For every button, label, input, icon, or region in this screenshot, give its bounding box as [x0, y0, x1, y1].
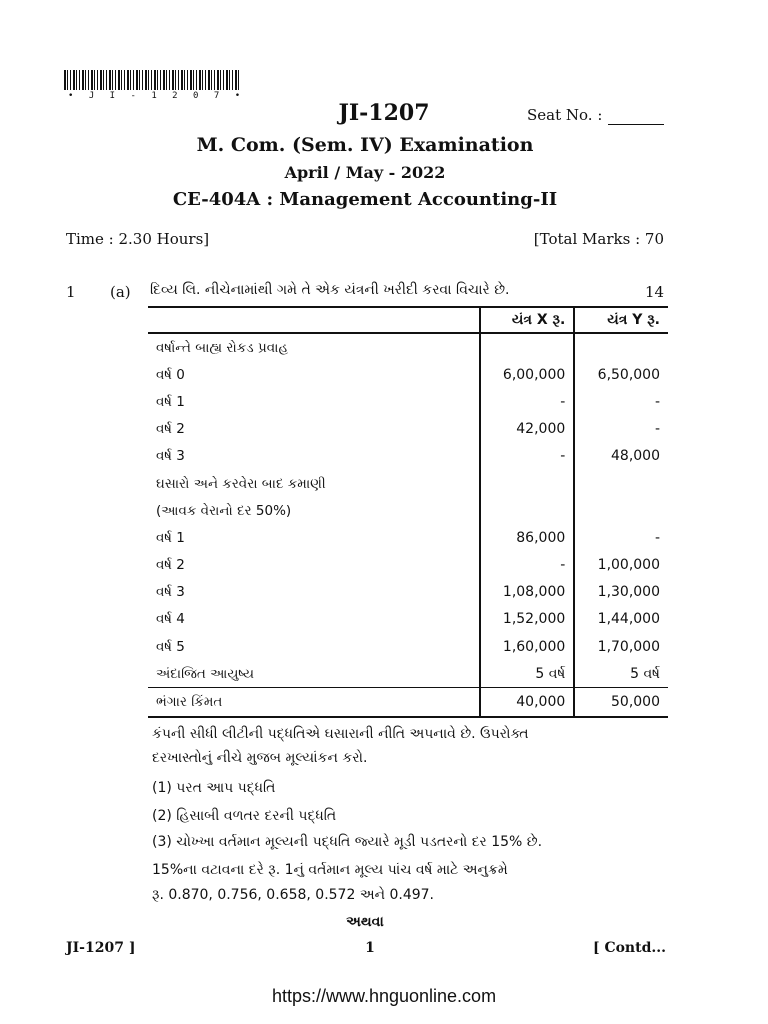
seat-number-line: [608, 124, 664, 125]
machine-x-value: 1,52,000: [480, 606, 575, 633]
machine-y-value: 1,00,000: [597, 557, 660, 574]
machine-y-value: 1,30,000: [597, 584, 660, 601]
machine-x-value: -: [480, 388, 575, 415]
subject-title: CE-404A : Management Accounting-II: [172, 189, 558, 210]
source-url: https://www.hnguonline.com: [271, 986, 497, 1006]
policy-note-line-2: દરખાસ્તોનું નીચે મુજબ મૂલ્યાંકન કરો.: [152, 750, 368, 766]
table-header-blank: [148, 307, 480, 333]
machine-data-table: [148, 306, 668, 718]
paper-code: JI-1207: [338, 100, 430, 126]
barcode-text: • J I - 1 2 0 7 •: [68, 91, 246, 101]
row-label: વર્ષાન્તે બાહ્ય રોકડ પ્રવાહ: [156, 339, 289, 356]
row-label: વર્ષ 5: [156, 638, 185, 655]
row-label: વર્ષ 1: [156, 529, 185, 546]
seat-label: Seat No. :: [527, 106, 603, 124]
table-row: [148, 416, 668, 443]
row-label: વર્ષ 2: [156, 421, 185, 438]
row-label: વર્ષ 3: [156, 448, 185, 465]
table-row: [148, 388, 668, 415]
row-label: વર્ષ 3: [156, 584, 185, 601]
barcode: [64, 70, 240, 90]
table-row: [148, 361, 668, 388]
machine-x-value: -: [480, 443, 575, 470]
table-row: [148, 470, 668, 497]
time-allowed: Time : 2.30 Hours]: [66, 230, 210, 248]
machine-y-value: -: [654, 421, 660, 438]
footer-continued: [ Contd...: [592, 940, 666, 956]
machine-x-value: [480, 497, 575, 524]
discount-factors-line-1: 15%ના વટાવના દરે રૂ. 1નું વર્તમાન મૂલ્ય પાંચ વર્ષ માટે અનુક્રમે: [152, 862, 508, 878]
question-part: (a): [110, 283, 131, 301]
question-number: 1: [66, 283, 76, 301]
table-body: [148, 333, 668, 717]
policy-note-line-1: કંપની સીધી લીટીની પદ્ધતિએ ઘસારાની નીતિ અપનાવે છે. ઉપરોક્ત: [152, 726, 529, 742]
machine-y-value: 1,70,000: [597, 638, 660, 655]
machine-y-value: [574, 497, 668, 524]
row-label: ભંગાર કિંમત: [148, 688, 480, 717]
row-label: અંદાજિત આયુષ્ય: [156, 665, 255, 682]
machine-x-value: [480, 333, 575, 361]
machine-y-value: [574, 470, 668, 497]
table-row: [148, 606, 668, 633]
table-header-machine-y: યંત્ર Y રૂ.: [574, 307, 668, 333]
method-option-1: (1) પરત આપ પદ્ધતિ: [152, 780, 276, 796]
machine-y-value: 50,000: [574, 688, 668, 717]
machine-x-value: 5 વર્ષ: [480, 660, 575, 688]
table-row: [148, 497, 668, 524]
table-row: [148, 333, 668, 361]
discount-factors-line-2: રૂ. 0.870, 0.756, 0.658, 0.572 અને 0.497.: [152, 887, 434, 903]
table-row: [148, 688, 668, 717]
row-label: વર્ષ 4: [156, 611, 185, 628]
question-marks: 14: [645, 283, 665, 301]
row-label: (આવક વેરાનો દર 50%): [156, 502, 292, 519]
method-option-3: (3) ચોખ્ખા વર્તમાન મૂલ્યની પદ્ધતિ જ્યારે મૂડી પડતરનો દર 15% છે.: [152, 834, 543, 850]
table-row: [148, 443, 668, 470]
table-row: [148, 633, 668, 660]
machine-x-value: 6,00,000: [480, 361, 575, 388]
machine-x-value: [480, 470, 575, 497]
machine-y-value: 1,44,000: [597, 611, 660, 628]
row-label: વર્ષ 1: [156, 393, 185, 410]
row-label: ઘસારો અને કરવેરા બાદ કમાણી: [156, 475, 326, 492]
table-row: [148, 524, 668, 551]
machine-x-value: 1,08,000: [480, 579, 575, 606]
exam-title: M. Com. (Sem. IV) Examination: [196, 134, 534, 156]
table-row: [148, 552, 668, 579]
exam-session: April / May - 2022: [284, 163, 446, 182]
machine-x-value: 40,000: [480, 688, 575, 717]
machine-y-value: 6,50,000: [597, 366, 660, 383]
total-marks: [Total Marks : 70: [533, 230, 664, 248]
or-separator: અથવા: [346, 914, 384, 930]
machine-x-value: 86,000: [480, 524, 575, 551]
question-text: દિવ્ય લિ. નીચેનામાંથી ગમે તે એક યંત્રની ખરીદી કરવા વિચારે છે.: [150, 282, 510, 298]
method-option-2: (2) હિસાબી વળતર દરની પદ્ધતિ: [152, 808, 337, 824]
table-row: [148, 660, 668, 688]
table-header-machine-x: યંત્ર X રૂ.: [480, 307, 575, 333]
machine-y-value: 48,000: [611, 448, 660, 465]
footer-paper-code: JI-1207 ]: [66, 940, 136, 956]
row-label: વર્ષ 2: [156, 557, 185, 574]
table-header-row: [148, 307, 668, 333]
machine-y-value: [574, 333, 668, 361]
machine-x-value: 1,60,000: [480, 633, 575, 660]
machine-y-value: 5 વર્ષ: [630, 665, 660, 682]
machine-x-value: -: [480, 552, 575, 579]
machine-y-value: -: [654, 529, 660, 546]
machine-x-value: 42,000: [480, 416, 575, 443]
footer-page-number: 1: [365, 940, 375, 956]
row-label: વર્ષ 0: [156, 366, 185, 383]
table-row: [148, 579, 668, 606]
machine-y-value: -: [654, 393, 660, 410]
